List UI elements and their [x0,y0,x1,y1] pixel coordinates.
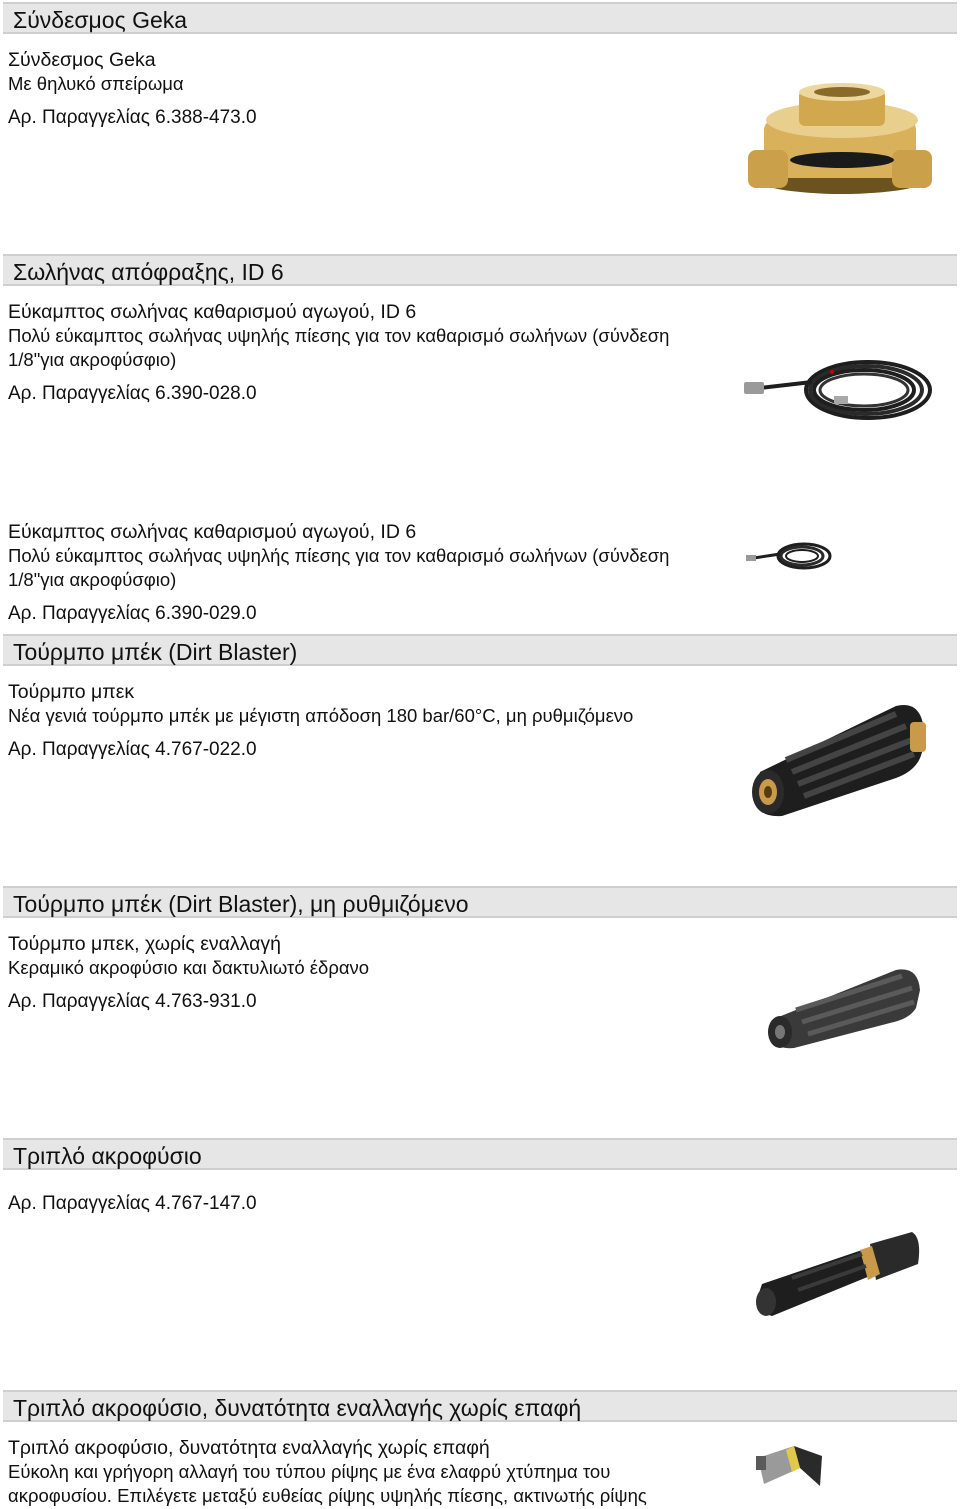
order-label: Αρ. Παραγγελίας [8,383,150,404]
order-line [8,602,738,626]
product-triple-switch [8,1436,738,1508]
section-header-turbo [3,634,957,666]
section-title: Σωλήνας απόφραξης, ID 6 [13,259,284,285]
section-header-turbo-fixed [3,886,957,918]
product-turbo-931 [8,932,738,1014]
order-label: Αρ. Παραγγελίας [8,603,150,624]
triple-nozzle-switch-image [750,1438,830,1498]
order-number: 4.767-147.0 [155,1193,257,1214]
section-title: Τριπλό ακροφύσιο, δυνατότητα εναλλαγής χωρίς επαφή [13,1395,582,1421]
product-drain-hose-028 [8,300,738,406]
section-header-geka [3,2,957,34]
order-number: 6.390-029.0 [155,603,257,624]
order-line [8,738,738,762]
product-description-line: Πολύ εύκαμπτος σωλήνας υψηλής πίεσης για τον καθαρισμό σωλήνων (σύνδεση [8,545,670,566]
coiled-hose-small-image [744,536,834,576]
product-description-line: 1/8"για ακροφύσφιο) [8,349,177,370]
section-title: Τούρμπο μπέκ (Dirt Blaster), μη ρυθμιζόμενο [13,891,469,917]
product-description: Νέα γενιά τούρμπο μπέκ με μέγιστη απόδοση 180 bar/60°C, μη ρυθμιζόμενο [8,705,634,726]
product-description-line: ακροφυσίου. Επιλέγετε μεταξύ ευθείας ρίψης υψηλής πίεσης, ακτινωτής ρίψης [8,1485,647,1506]
turbo-nozzle-image [746,692,936,822]
order-label: Αρ. Παραγγελίας [8,107,150,128]
section-header-triple-nozzle [3,1138,957,1170]
section-header-triple-switch [3,1390,957,1422]
order-label: Αρ. Παραγγελίας [8,1193,150,1214]
product-description-line: 1/8"για ακροφύσφιο) [8,569,177,590]
product-drain-hose-029 [8,520,738,626]
order-number: 6.388-473.0 [155,107,257,128]
order-number: 4.767-022.0 [155,739,257,760]
order-number: 6.390-028.0 [155,383,257,404]
section-title: Τούρμπο μπέκ (Dirt Blaster) [13,639,298,665]
product-name: Εύκαμπτος σωλήνας καθαρισμού αγωγού, ID 6 [8,521,417,543]
section-title: Τριπλό ακροφύσιο [13,1143,202,1169]
order-line [8,382,738,406]
product-description: Κεραμικό ακροφύσιο και δακτυλιωτό έδρανο [8,957,370,978]
turbo-nozzle-fixed-image [764,960,928,1052]
product-triple-147 [8,1184,738,1216]
product-description-line: Πολύ εύκαμπτος σωλήνας υψηλής πίεσης για τον καθαρισμό σωλήνων (σύνδεση [8,325,670,346]
order-number: 4.763-931.0 [155,991,257,1012]
order-line [8,106,738,130]
product-name: Τριπλό ακροφύσιο, δυνατότητα εναλλαγής χωρίς επαφή [8,1437,490,1459]
order-label: Αρ. Παραγγελίας [8,739,150,760]
brass-geka-coupling-image [744,80,934,200]
product-name: Τούρμπο μπεκ [8,681,135,703]
product-geka [8,48,738,130]
coiled-hose-image [740,352,936,428]
product-turbo-022 [8,680,738,762]
order-label: Αρ. Παραγγελίας [8,991,150,1012]
product-name: Σύνδεσμος Geka [8,49,156,71]
section-header-drain-hose [3,254,957,286]
product-description-line: Εύκολη και γρήγορη αλλαγή του τύπου ρίψης με ένα ελαφρύ χτύπημα του [8,1461,611,1482]
triple-nozzle-image [752,1224,924,1326]
product-name: Εύκαμπτος σωλήνας καθαρισμού αγωγού, ID 6 [8,301,417,323]
product-name: Τούρμπο μπεκ, χωρίς εναλλαγή [8,933,281,955]
product-description: Με θηλυκό σπείρωμα [8,73,184,94]
order-line [8,1192,738,1216]
order-line [8,990,738,1014]
section-title: Σύνδεσμος Geka [13,7,188,33]
